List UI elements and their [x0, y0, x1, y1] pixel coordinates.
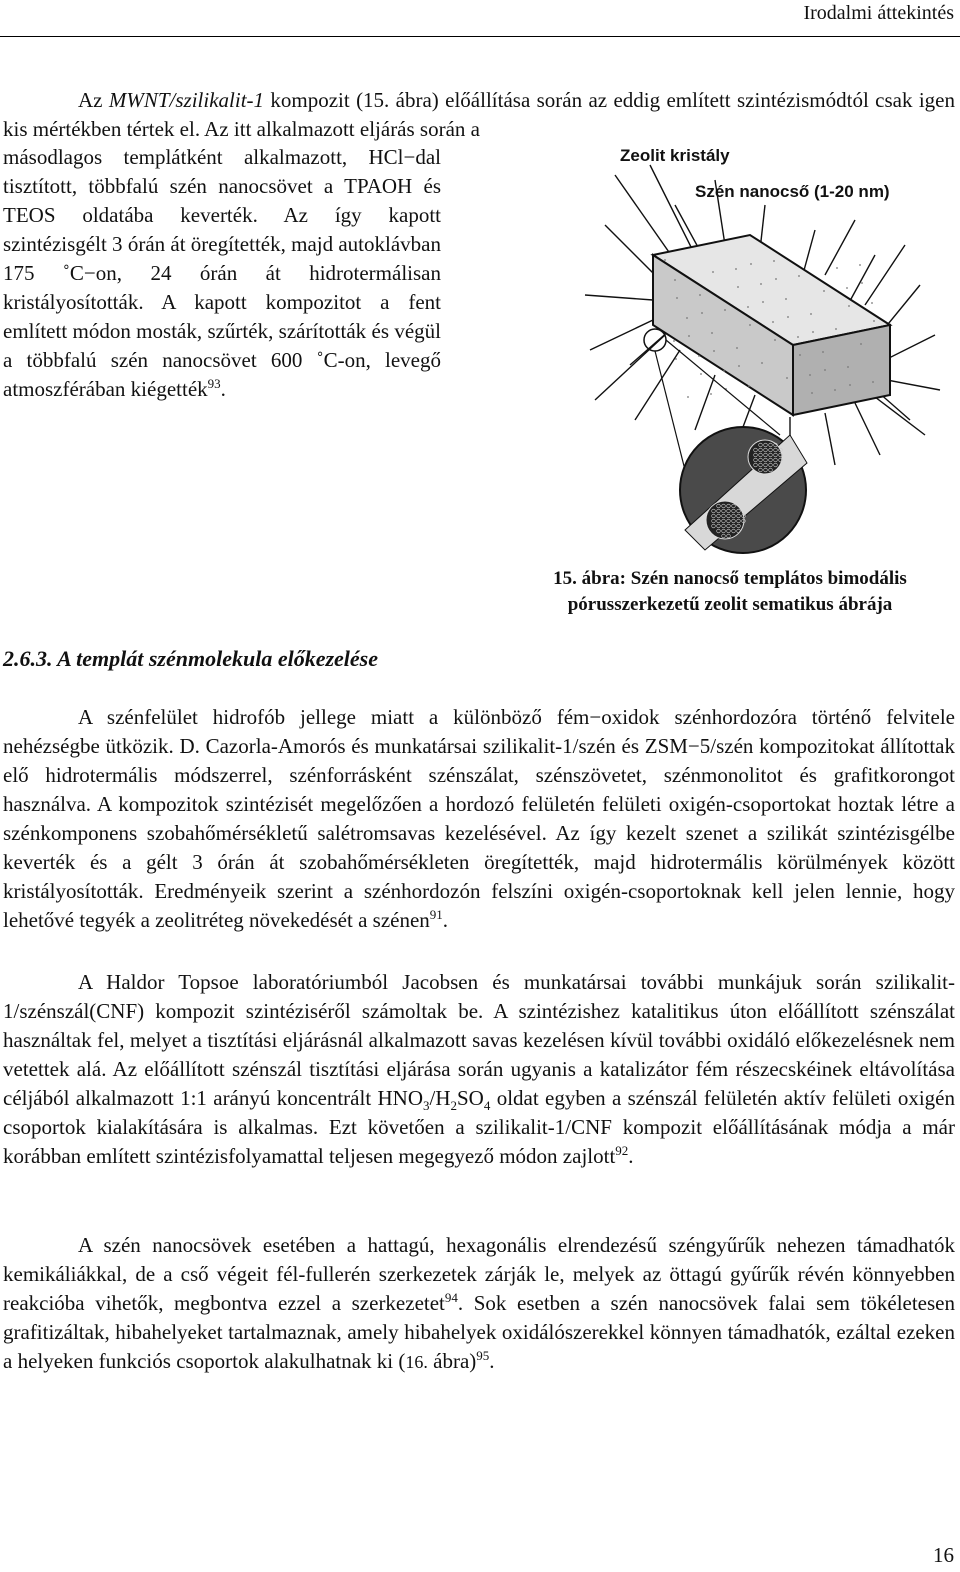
paragraph-haldor-topsoe — [3, 968, 955, 1171]
texture-dot — [787, 316, 789, 318]
nanotube-line — [650, 165, 695, 255]
left-column-body: másodlagos templátként alkalmazott, HCl−dal tisztított, többfalú szén nanocsövet a TPAOH és TEOS oldatába keverték. Az így kapott szintézisgélt 3 órán át öregítették, majd autoklávban 175 ˚C−on, 24 órán át hidrotermálisan kristályosították. A kapott kompozitot a fent említett módon mosták, szűrték, szárították és végül a többfalú szén nanocsövet 600 ˚C-on, levegő atmoszférában kiégették — [3, 145, 441, 401]
texture-dot — [749, 324, 751, 326]
texture-dot — [736, 347, 738, 349]
texture-dot — [713, 350, 715, 352]
texture-dot — [786, 377, 788, 379]
p2-end: . — [442, 908, 449, 932]
section-heading: 2.6.3. A templát szénmolekula előkezelése — [3, 646, 378, 671]
page-number: 16 — [933, 1543, 954, 1567]
texture-dot — [809, 374, 811, 376]
texture-dot — [699, 294, 701, 296]
texture-dot — [735, 268, 737, 270]
texture-dot — [701, 312, 703, 314]
texture-dot — [724, 309, 726, 311]
texture-dot — [836, 267, 838, 269]
zeolite-crystal-diagram — [575, 135, 955, 575]
p3-sub-1: 3 — [423, 1098, 430, 1114]
texture-dot — [723, 370, 725, 372]
texture-dot — [871, 302, 873, 304]
texture-dot — [860, 343, 862, 345]
nanotube-line — [865, 245, 905, 305]
texture-dot — [861, 282, 863, 284]
texture-dot — [773, 260, 775, 262]
texture-dot — [873, 320, 875, 322]
texture-dot — [811, 392, 813, 394]
p4-text-b: . Sok esetben a szén nanocsövek falai sem tökéletesen grafitizáltak, hibahelyeket tartalmaznak, amely hibahelyek oxidálószerekkel könnyen támadhatók, ezáltal ezeken a helyeken funkciós csoportok alakulhatnak ki ( — [3, 1291, 955, 1373]
label-zeolite-crystal: Zeolit kristály — [620, 146, 730, 165]
texture-dot — [846, 287, 848, 289]
texture-dot — [674, 279, 676, 281]
texture-dot — [700, 373, 702, 375]
texture-dot — [849, 384, 851, 386]
texture-dot — [761, 362, 763, 364]
texture-dot — [872, 381, 874, 383]
texture-dot — [823, 290, 825, 292]
nanotube-line — [585, 295, 653, 300]
running-head: Irodalmi áttekintés — [803, 2, 954, 24]
zeolite-figure — [575, 135, 955, 575]
texture-dot — [675, 358, 677, 360]
p3-text-c: SO — [457, 1086, 484, 1110]
texture-dot — [748, 385, 750, 387]
nanotube-line — [695, 375, 715, 430]
texture-dot — [673, 340, 675, 342]
nanotube-line — [825, 220, 855, 275]
texture-dot — [812, 331, 814, 333]
texture-dot — [698, 355, 700, 357]
p3-sub-2: 2 — [450, 1098, 457, 1114]
reference-94: 94 — [444, 1290, 458, 1305]
p3-end: . — [628, 1144, 634, 1168]
figure-caption — [500, 566, 960, 618]
nanotube-line — [887, 380, 940, 390]
texture-dot — [834, 389, 836, 391]
p4-end: . — [489, 1349, 495, 1373]
nanotube-line — [875, 397, 925, 435]
texture-dot — [772, 321, 774, 323]
p3-text-d: oldat egyben a szénszál felületén aktív felületi oxigén csoportok kialakítására is alkalmas. Ezt követően a szilikalit-1/CNF kompozit előállításának módja a már korábban említett szintézisfolyamattal teljesen megegyező módon zajlott — [3, 1086, 955, 1168]
texture-dot — [848, 305, 850, 307]
p4-text-a: A szén nanocsövek esetében a hattagú, hexagonális elrendezésű széngyűrűk nehezen támadhatók kemikáliákkal, de a cső végeit fél-fullerén szerkezetek zárják le, melyek az öttagú gyűrűk révén könnyebben reakcióba vihetők, megbontva ezzel a szerkezetet — [3, 1233, 955, 1315]
nanotube-line — [825, 413, 835, 465]
texture-dot — [762, 301, 764, 303]
texture-dot — [798, 275, 800, 277]
intro-text-a: Az — [78, 88, 109, 112]
p2-body: A szénfelület hidrofób jellege miatt a különböző fém−oxidok szénhordozóra történő felvitele nehézségbe ütközik. D. Cazorla-Amorós és munkatársai szilikalit-1/szén és ZSM−5/szén kompozitokat állítottak elő hidrotermális módszerrel, szénforrásként szénszálat, szénszövetet, szénmonolitot és grafitkorongot használva. A kompozitok szintézisét megelőzően a hordozó felületén felületi oxigén-csoportokat hoztak létre a szénkomponens szobahőmérsékletű salétromsavas kezelésével. Az így kezelt szenet a szilikát szintézisgélbe keverték és a gélt 3 órán át szobahőmérsékleten öregítették, majd hidrotermális körülmények között kristályosították. Eredményeik szerint a szénhordozón felszíni oxigén-csoportoknak kell jelen lennie, hogy lehetővé tegyék a zeolitréteg növekedését a szénen — [3, 705, 955, 932]
texture-dot — [822, 351, 824, 353]
nanotube-line — [885, 335, 935, 360]
reference-95: 95 — [476, 1348, 490, 1363]
nanotube-line — [855, 403, 880, 455]
texture-dot — [774, 339, 776, 341]
texture-dot — [760, 283, 762, 285]
reference-93: 93 — [207, 376, 221, 391]
reference-91: 91 — [429, 907, 443, 922]
texture-dot — [750, 263, 752, 265]
p3-text-a: A Haldor Topsoe laboratóriumból Jacobsen és munkatársai további munkájuk során szilikalit-1/szénszál(CNF) kompozit szintéziséről számoltak be. A szintézishez katalitikus úton előállított szénszálat használtak fel, melyet a tisztítási eljárásnál alkalmazott savas kezelésen kívül további oxidáló előkezelésnek nem vetettek alá. Az előállított szénszál tisztítási eljárása során ugyanis a katalizátor fém részecskéinek eltávolítása céljából alkalmazott 1:1 arányú koncentrált HNO — [3, 970, 955, 1110]
texture-dot — [710, 393, 712, 395]
texture-dot — [737, 286, 739, 288]
composite-name: MWNT/szilikalit-1 — [108, 88, 265, 112]
texture-dot — [711, 332, 713, 334]
figure-reference: 16. — [405, 1352, 428, 1372]
texture-dot — [797, 336, 799, 338]
texture-dot — [824, 369, 826, 371]
nanotube-line — [590, 320, 653, 350]
texture-dot — [859, 264, 861, 266]
caption-line-2: pórusszerkezetű zeolit sematikus ábrája — [567, 594, 893, 615]
sentence-end: . — [220, 377, 226, 401]
p3-text-b: /H — [429, 1086, 451, 1110]
paragraph-surface-hydrophobic — [3, 703, 955, 935]
magnify-marker — [644, 329, 666, 351]
zoom-line-left — [655, 351, 685, 470]
p4-text-c: ábra) — [427, 1349, 477, 1373]
texture-dot — [747, 306, 749, 308]
texture-dot — [738, 365, 740, 367]
texture-dot — [688, 335, 690, 337]
texture-dot — [799, 354, 801, 356]
caption-line-1: 15. ábra: Szén nanocső templátos bimodális — [553, 568, 907, 589]
intro-text-b: kompozit (15. ábra) előállítása során az eddig említett szintézismódtól csak igen kis mértékben tértek el. Az itt alkalmazott eljárás során a — [3, 88, 955, 141]
paragraph-nanotube-walls — [3, 1231, 955, 1377]
texture-dot — [810, 313, 812, 315]
texture-dot — [835, 328, 837, 330]
p3-sub-3: 4 — [483, 1098, 491, 1114]
reference-92: 92 — [615, 1143, 629, 1158]
label-carbon-nanotube: Szén nanocső (1-20 nm) — [695, 182, 890, 201]
texture-dot — [785, 298, 787, 300]
texture-dot — [676, 297, 678, 299]
texture-dot — [687, 396, 689, 398]
texture-dot — [775, 278, 777, 280]
texture-dot — [686, 317, 688, 319]
left-column-text — [3, 143, 441, 404]
header-divider — [0, 36, 960, 37]
texture-dot — [712, 271, 714, 273]
texture-dot — [664, 259, 666, 261]
texture-dot — [847, 366, 849, 368]
